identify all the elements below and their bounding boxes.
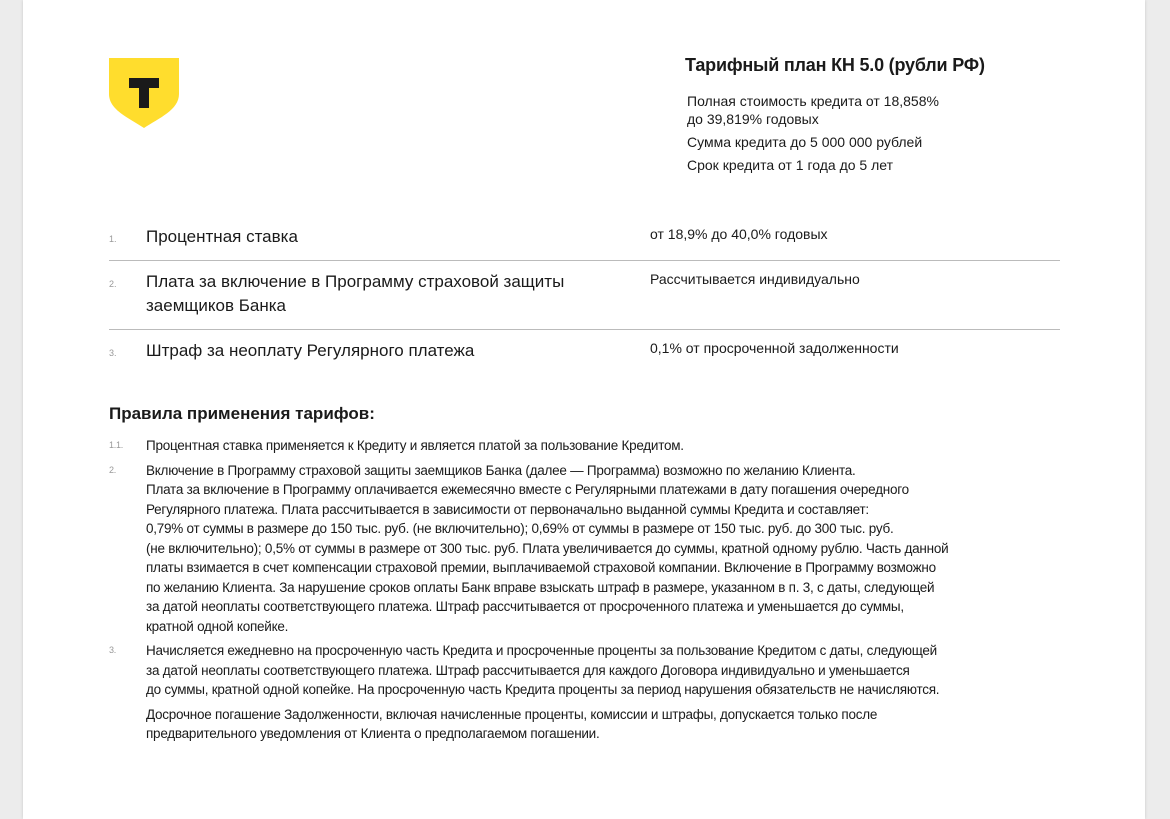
rule-line: Начисляется ежедневно на просроченную часть Кредита и просроченные проценты за пользование Кредитом с даты, следующей	[146, 643, 937, 658]
rule-item	[109, 436, 1069, 456]
table-row	[109, 330, 1060, 374]
rule-line: Досрочное погашение Задолженности, включая начисленные проценты, комиссии и штрафы, допускается только после	[146, 706, 878, 722]
row-label: Плата за включение в Программу страховой защиты заемщиков Банка	[146, 272, 565, 315]
rule-text	[146, 705, 877, 744]
plan-title: Тарифный план КН 5.0 (рубли РФ)	[685, 55, 985, 75]
plan-line: Полная стоимость кредита от 18,858%	[687, 93, 939, 109]
rule-line: 0,79% от суммы в размере до 150 тыс. руб. (не включительно); 0,69% от суммы в размере от 150 тыс. руб. до 300 тыс. руб.	[146, 521, 894, 536]
row-label: Штраф за неоплату Регулярного платежа	[146, 341, 475, 360]
row-value: Рассчитывается индивидуально	[650, 271, 860, 287]
tariff-table	[109, 216, 1060, 374]
rule-item	[109, 641, 1069, 700]
row-value: 0,1% от просроченной задолженности	[650, 340, 899, 356]
rule-line: Регулярного платежа. Плата рассчитывается в зависимости от первоначально выданной суммы Кредита и составляет:	[146, 501, 869, 517]
rule-line: за датой неоплаты соответствующего платежа. Штраф рассчитывается для каждого Договора индивидуально и уменьшается	[146, 662, 910, 678]
rule-number: 1.1.	[109, 440, 124, 450]
rules-title: Правила применения тарифов:	[109, 404, 375, 423]
tariff-rules	[109, 404, 1069, 749]
row-label: Процентная ставка	[146, 227, 298, 246]
plan-line: Сумма кредита до 5 000 000 рублей	[687, 134, 923, 150]
bank-logo-icon	[109, 58, 179, 133]
row-number: 1.	[109, 234, 117, 244]
row-number: 3.	[109, 348, 117, 358]
rule-number	[109, 705, 146, 744]
table-row	[109, 261, 1060, 330]
rule-item	[109, 705, 1069, 744]
rule-line: до суммы, кратной одной копейке. На просроченную часть Кредита проценты за период нарушения обязательств не начисляются.	[146, 682, 940, 697]
plan-line: Срок кредита от 1 года до 5 лет	[687, 157, 894, 173]
table-row	[109, 216, 1060, 261]
rule-text	[146, 641, 939, 700]
row-value: от 18,9% до 40,0% годовых	[650, 226, 828, 242]
tariff-document	[23, 0, 1145, 819]
rule-line: Плата за включение в Программу оплачивается ежемесячно вместе с Регулярными платежами в дату погашения очередного	[146, 482, 909, 497]
rule-line: Включение в Программу страховой защиты заемщиков Банка (далее — Программа) возможно по желанию Клиента.	[146, 462, 856, 478]
rule-line: кратной одной копейке.	[146, 618, 289, 634]
rule-item	[109, 461, 1069, 637]
rule-line: предварительного уведомления от Клиента о предполагаемом погашении.	[146, 726, 600, 741]
rule-text	[146, 461, 948, 637]
rule-line: (не включительно); 0,5% от суммы в размере от 300 тыс. руб. Плата увеличивается до суммы, кратной одному рублю. Часть данной	[146, 540, 949, 556]
rule-line: Процентная ставка применяется к Кредиту и является платой за пользование Кредитом.	[146, 438, 684, 453]
plan-summary	[685, 55, 985, 177]
rule-line: по желанию Клиента. За нарушение сроков оплаты Банк вправе взыскать штраф в размере, указанном в п. 3, с даты, следующей	[146, 579, 935, 595]
row-number: 2.	[109, 279, 117, 289]
rule-line: платы взимается в счет компенсации страховой премии, выплачиваемой страховой компании. Включение в Программу возможно	[146, 560, 936, 575]
rule-number: 3.	[109, 645, 117, 655]
rule-text	[146, 436, 684, 456]
plan-line: до 39,819% годовых	[687, 111, 819, 127]
rule-number: 2.	[109, 464, 117, 475]
rule-line: за датой неоплаты соответствующего платежа. Штраф рассчитывается от просроченного платежа и уменьшается до суммы,	[146, 599, 904, 614]
